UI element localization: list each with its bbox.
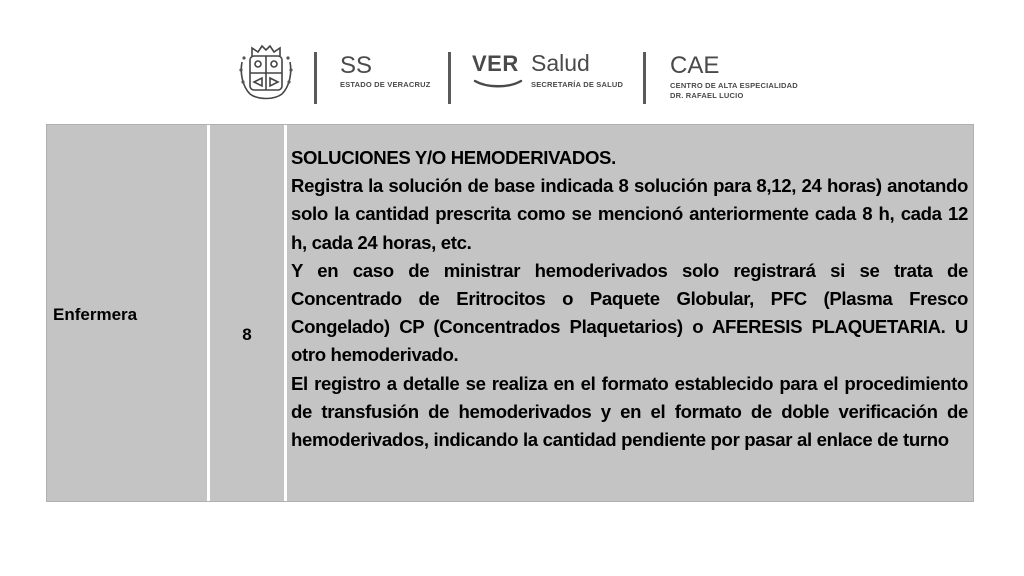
coat-of-arms-icon <box>238 42 294 104</box>
description-paragraph: Registra la solución de base indicada 8 solución para 8,12, 24 horas) anotando solo la cantidad prescrita como se mencionó anteriormente cada 8 h, cada 12 h, cada 24 horas, etc. <box>291 175 968 253</box>
role-cell: Enfermera <box>53 305 138 324</box>
ss-logo-title: SS <box>340 52 373 79</box>
column-separator <box>207 125 210 501</box>
column-separator <box>284 125 287 501</box>
description-heading: SOLUCIONES Y/O HEMODERIVADOS. <box>291 147 616 168</box>
header-logos <box>0 0 1024 120</box>
ver-logo-text: VER <box>472 51 519 76</box>
logo-divider <box>448 52 451 104</box>
cae-logo-title: CAE <box>670 52 720 79</box>
logo-divider <box>314 52 317 104</box>
description-paragraph: Y en caso de ministrar hemoderivados solo registrará si se trata de Concentrado de Eritrocitos o Paquete Globular, PFC (Plasma Fresco Congelado) CP (Concentrados Plaquetarios) o AFERESIS PLAQUETARIA. U otro hemoderivado. <box>291 259 968 366</box>
cae-logo-subtitle-line1: CENTRO DE ALTA ESPECIALIDAD <box>670 81 798 90</box>
cae-logo-subtitle-line2: DR. RAFAEL LUCIO <box>670 91 744 100</box>
swoosh-icon <box>473 78 523 88</box>
description-cell <box>291 144 968 454</box>
ss-logo-subtitle: ESTADO DE VERACRUZ <box>340 80 431 89</box>
logo-divider <box>643 52 646 104</box>
description-paragraph: El registro a detalle se realiza en el formato establecido para el procedimiento de transfusión de hemoderivados y en el formato de doble verificación de hemoderivados, indicando la cantidad pendiente por pasar al enlace de turno <box>291 372 968 451</box>
step-number-cell: 8 <box>242 325 252 344</box>
salud-logo-subtitle: SECRETARÍA DE SALUD <box>531 80 624 89</box>
procedure-table <box>46 124 974 502</box>
salud-logo-text: Salud <box>531 50 590 76</box>
